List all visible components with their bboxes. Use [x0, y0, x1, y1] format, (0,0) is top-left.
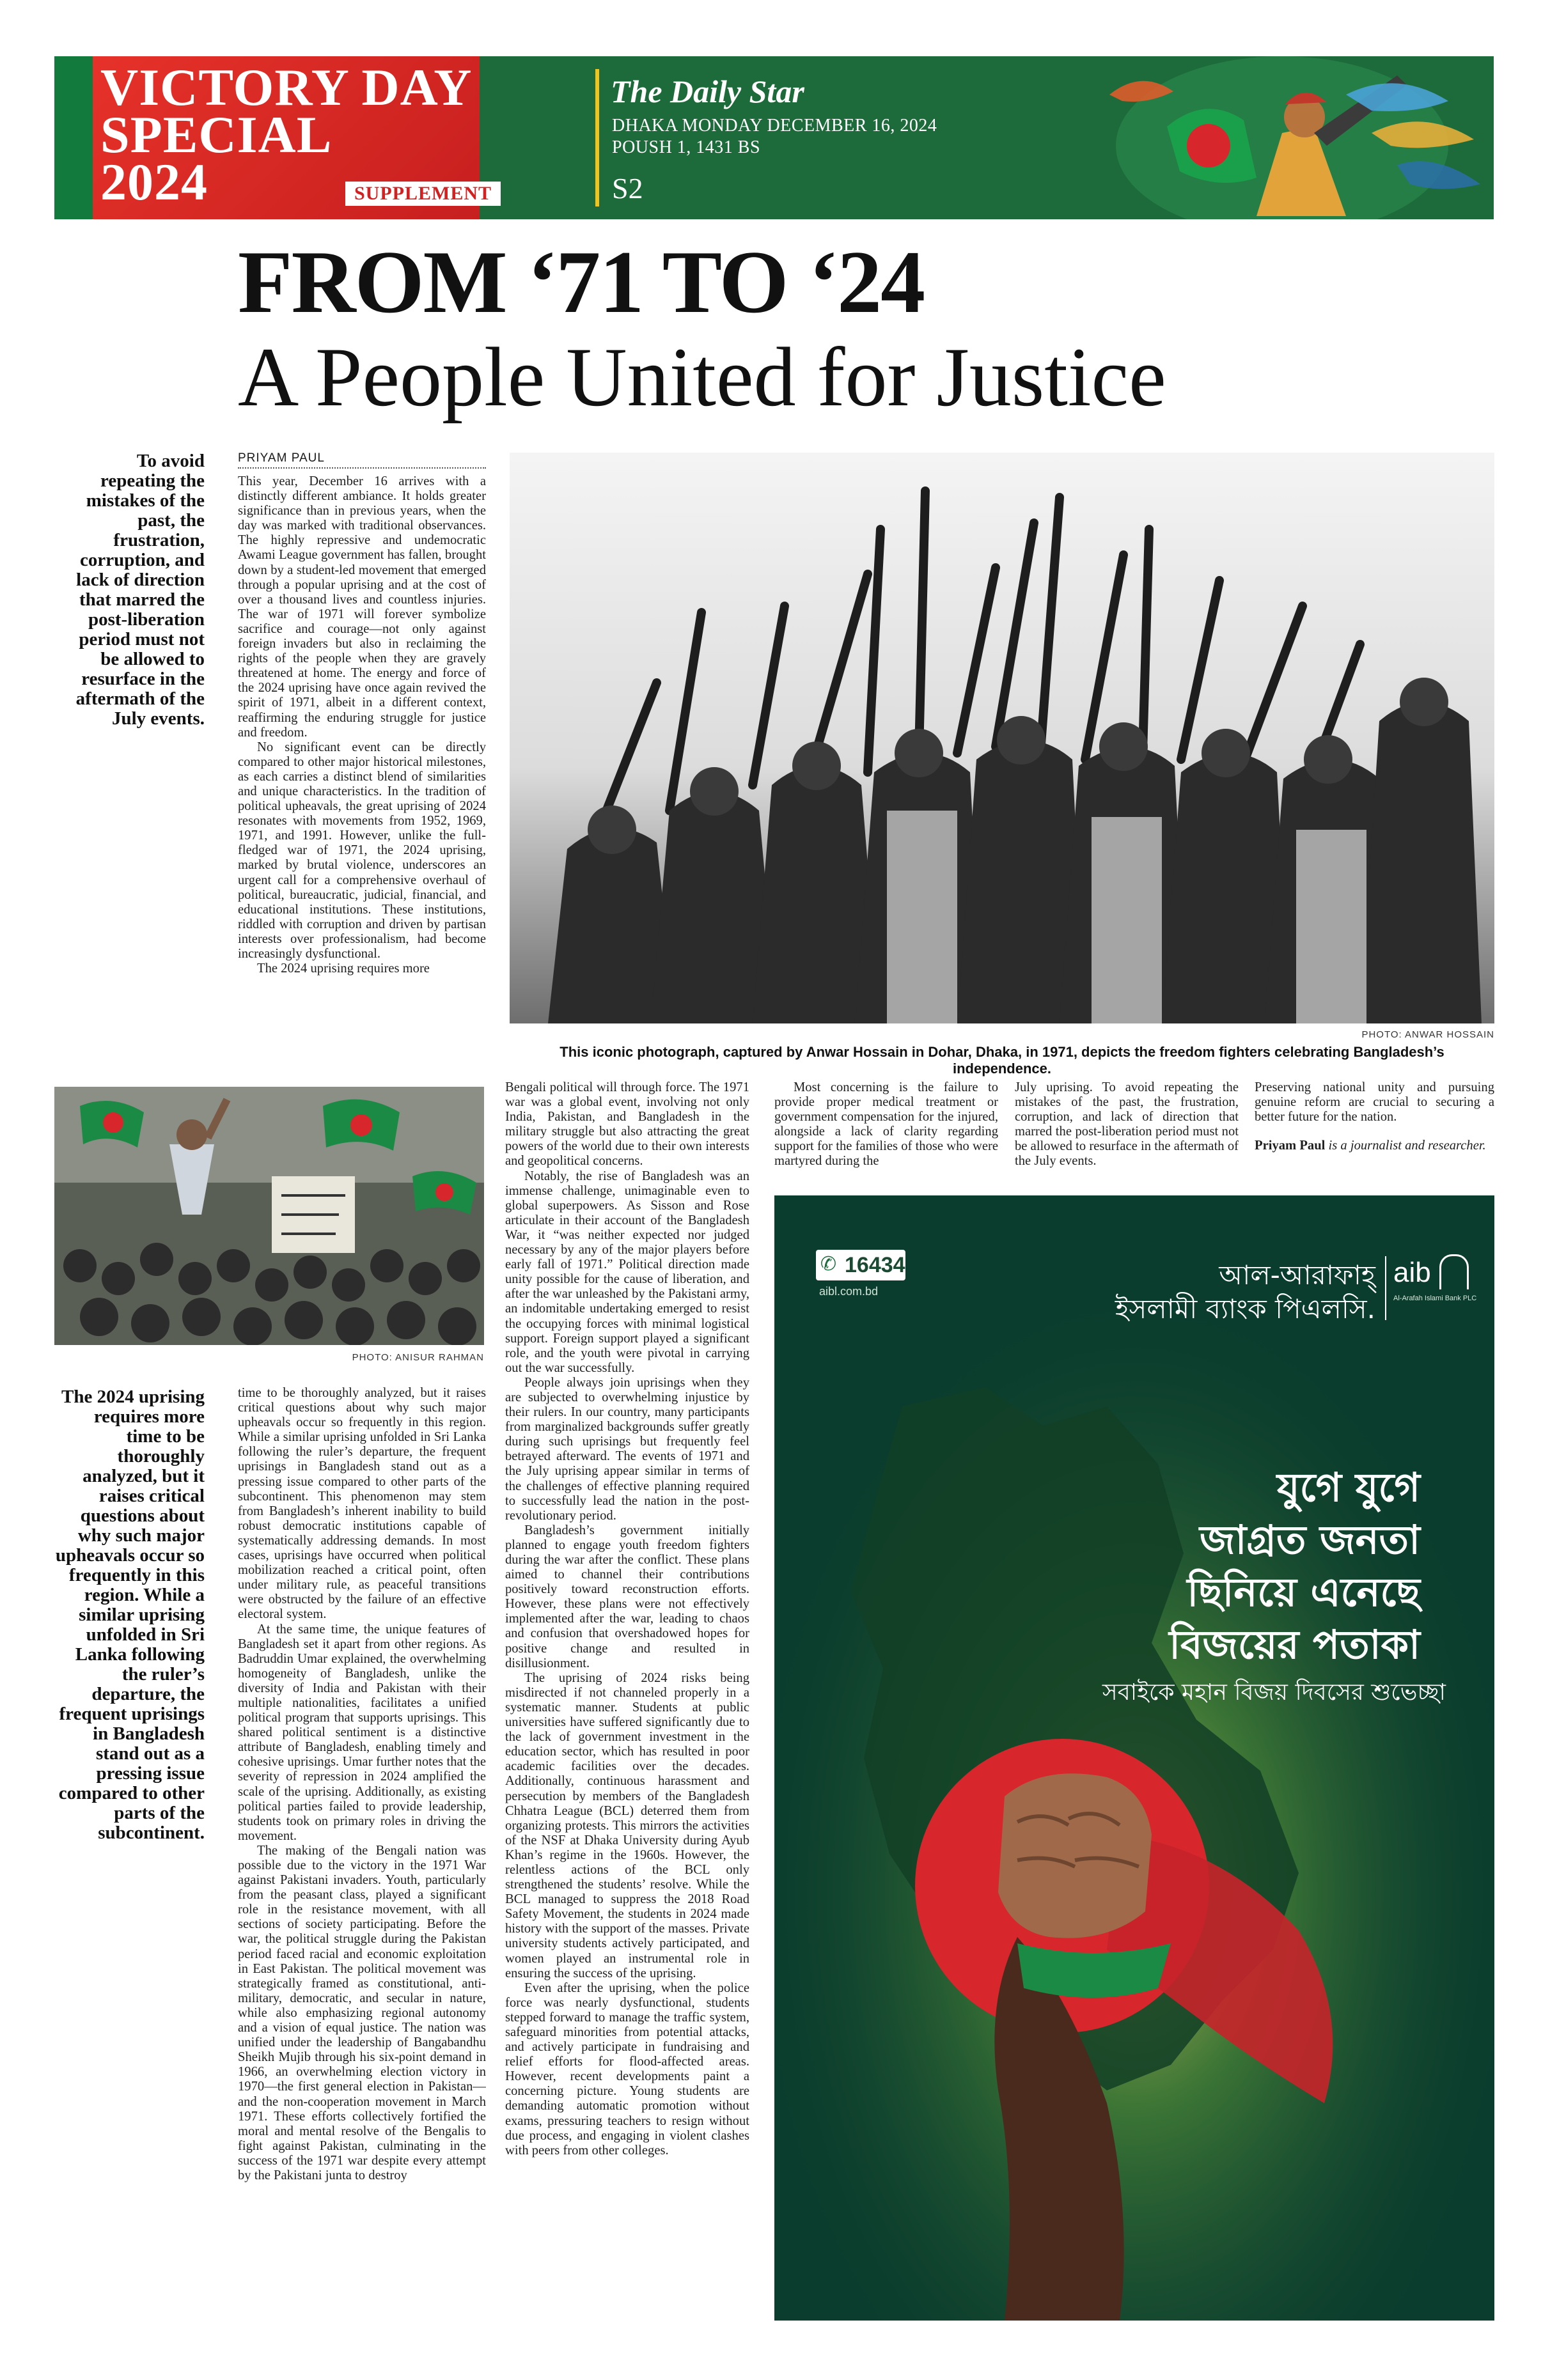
paragraph: Preserving national unity and pursuing genuine reform are crucial to securing a better future for the nation.	[1255, 1080, 1494, 1124]
author-bio: is a journalist and researcher.	[1325, 1139, 1486, 1153]
byline: PRIYAM PAUL	[238, 451, 486, 469]
article-column-3	[505, 1080, 749, 2338]
slogan-line-3: ছিনিয়ে এনেছে	[1187, 1569, 1420, 1615]
bank-name-bengali-line-2: ইসলামী ব্যাংক পিএলসি.	[1115, 1293, 1375, 1325]
banner-divider	[595, 69, 599, 206]
bank-advertisement	[774, 1195, 1494, 2321]
paragraph: time to be thoroughly analyzed, but it raises critical questions about why such major upheavals occur so frequently in this region. While a similar uprising unfolded in Sri Lanka following the ruler’s departure, the frequent uprisings in Bangladesh stand out as a pressing issue compared to other parts of the subcontinent. This phenomenon may stem from Bangladesh’s inherent inability to build robust democratic institutions capable of systematically addressing demands. In most cases, uprisings have occurred when political mobilization reached a critical point, often under military rule, as peaceful transitions were obstructed by the failure of an effective electoral system.	[238, 1386, 486, 1622]
page-number: S2	[612, 172, 643, 205]
article-column-6	[1255, 1080, 1494, 1192]
pull-quote-1: To avoid repeating the mistakes of the past, the frustration, corruption, and lack of direction that marred the post-liberation period must not be allowed to resurface in the aftermath of the July events.	[75, 451, 205, 729]
dateline: DHAKA MONDAY DECEMBER 16, 2024	[612, 116, 937, 136]
article-column-1	[238, 474, 486, 1066]
article-column-5	[1015, 1080, 1239, 1189]
logo-divider	[1385, 1256, 1386, 1320]
freedom-fighters-photo	[510, 453, 1494, 1023]
victory-day-line-1: VICTORY DAY	[100, 58, 473, 116]
author-name: Priyam Paul	[1255, 1139, 1326, 1153]
paragraph: This year, December 16 arrives with a distinctly different ambiance. It holds greater significance than in previous years, when the day was marked with traditional observances. The highly repressive and undemocratic Awami League government has fallen, brought down by a student-led movement that emerged through a popular uprising and at the cost of over a thousand lives and countless injuries. The war of 1971 will forever symbolize sacrifice and courage—not only against foreign invaders but also in reclaiming the rights of the people when they are gravely threatened at home. The energy and force of the 2024 uprising have once again revived the spirit of 1971, albeit in a different context, reaffirming the enduring struggle for justice and freedom.	[238, 474, 486, 740]
bank-name-bengali-line-1: আল-আরাফাহ্	[1219, 1259, 1375, 1291]
article-column-4	[774, 1080, 998, 1189]
pull-quote-2: The 2024 uprising requires more time to be thoroughly analyzed, but it raises critical questions about why such major upheavals occur so frequently in this region. While a similar uprising unfolded in Sri Lanka following the ruler’s departure, the frequent uprisings in Bangladesh stand out as a pressing issue compared to other parts of the subcontinent.	[55, 1387, 205, 1843]
photo-credit-rally: PHOTO: ANISUR RAHMAN	[352, 1352, 484, 1363]
aib-logo: aib	[1393, 1257, 1431, 1288]
banner-green-strip	[54, 56, 93, 219]
paragraph: Most concerning is the failure to provide proper medical treatment or government compensation for the injured, alongside a lack of clarity regarding support for the families of those who were martyred during the	[774, 1080, 998, 1169]
paragraph: People always join uprisings when they are subjected to overwhelming injustice by their rulers. In our country, many participants from marginalized backgrounds suffer greatly during such uprisings but frequently feel betrayed afterward. The events of 1971 and the July uprising appear similar in terms of the challenges of effective planning required to successfully lead the nation in the post-revolutionary period.	[505, 1375, 749, 1523]
hotline-number: 16434	[845, 1253, 905, 1277]
mosque-dome-icon	[1439, 1254, 1469, 1289]
paragraph: No significant event can be directly compared to other major historical milestones, as each carries a distinct blend of similarities and unique characteristics. In the tradition of political upheavals, the great uprising of 2024 resonates with movements from 1952, 1969, 1971, and 1991. However, unlike the full-fledged war of 1971, the 2024 uprising, marked by brutal violence, underscores an urgent call for a comprehensive overhaul of political, bureaucratic, judicial, financial, and educational institutions. These institutions, riddled with corruption and driven by partisan interests over professionalism, had become increasingly dysfunctional.	[238, 740, 486, 961]
victory-day-line-2: SPECIAL	[100, 105, 333, 164]
phone-icon: ✆	[820, 1253, 837, 1275]
slogan-line-2: জাগ্রত জনতা	[1200, 1516, 1420, 1563]
supplement-banner	[54, 56, 1494, 219]
photo-credit-main: PHOTO: ANWAR HOSSAIN	[1361, 1029, 1494, 1040]
paragraph: Notably, the rise of Bangladesh was an immense challenge, unimaginable even to global superpowers. As Sisson and Rose articulate in their account of the Bangladesh War, it “was neither expected nor judged necessary by any of the major players before early fall of 1971.” Political direction made unity possible for the cause of liberation, and after the war unleashed by the Pakistani army, an indomitable undertaking emerged to resist the occupying forces with minimal logistical support. Foreign support played a significant role, and the youth were pivotal in carrying out the war successfully.	[505, 1169, 749, 1375]
ad-website: aibl.com.bd	[819, 1285, 879, 1298]
author-note	[1255, 1139, 1494, 1153]
paragraph: The 2024 uprising requires more	[257, 961, 430, 976]
supplement-tag: SUPPLEMENT	[345, 182, 501, 206]
rally-photo	[54, 1087, 484, 1345]
victory-day-greeting: সবাইকে মহান বিজয় দিবসের শুভেচ্ছা	[1102, 1679, 1446, 1706]
banner-illustration	[1014, 56, 1494, 219]
bengali-dateline: POUSH 1, 1431 BS	[612, 137, 761, 157]
paragraph: Bangladesh’s government initially planned to engage youth freedom fighters during the war after the conflict. These plans aimed to channel their contributions positively toward reconstruction efforts. However, these plans were not effectively implemented after the war, leading to chaos and confusion that overshadowed hopes for positive change and resulted in disillusionment.	[505, 1523, 749, 1670]
article-column-2	[238, 1386, 486, 2338]
main-headline: A People United for Justice	[238, 330, 1166, 424]
slogan-line-4: বিজয়ের পতাকা	[1169, 1621, 1420, 1668]
victory-day-line-3: 2024	[100, 153, 208, 211]
paragraph: Bengali political will through force. The 1971 war was a global event, involving not only India, Pakistan, and Bangladesh in the military struggle but also attracting the great powers of the world due to their own interests and geopolitical concerns.	[505, 1080, 749, 1169]
slogan-line-1: যুগে যুগে	[1276, 1464, 1420, 1511]
paragraph: July uprising. To avoid repeating the mistakes of the past, the frustration, corruption, and lack of direction that marred the post-liberation period must not be allowed to resurface in the aftermath of the July events.	[1015, 1080, 1239, 1169]
kicker-headline: FROM ‘71 TO ‘24	[238, 233, 925, 332]
paragraph: At the same time, the unique features of Bangladesh set it apart from other regions. As Badruddin Umar explained, the overwhelming homogeneity of Bangladesh, unlike the diversity of India and Pakistan with their multiple nationalities, facilitates a unified political program that supports uprisings. This shared political sentiment is a distinctive attribute of Bangladesh, enabling timely and cohesive uprisings. Umar further notes that the severity of repression in 2024 amplified the scale of the uprising. Additionally, as existing political parties failed to provide leadership, students took on primary roles in driving the movement.	[238, 1622, 486, 1843]
photo-caption-main: This iconic photograph, captured by Anwar Hossain in Dohar, Dhaka, in 1971, depicts the freedom fighters celebrating Bangladesh’s independence.	[560, 1044, 1444, 1077]
paragraph: Even after the uprising, when the police force was nearly dysfunctional, students stepped forward to manage the traffic system, safeguard minorities from potential attacks, and actively participate in fundraising and relief efforts for flood-affected areas. However, recent developments paint a concerning picture. Young students are demanding automatic promotion without exams, pressuring teachers to resign without due process, and engaging in violent clashes with peers from other colleges.	[505, 1980, 749, 2158]
masthead-logo: The Daily Star	[611, 74, 804, 109]
aib-logo-subtitle: Al-Arafah Islami Bank PLC	[1393, 1295, 1477, 1302]
paragraph: The making of the Bengali nation was possible due to the victory in the 1971 War against Pakistani invaders. Youth, particularly from the peasant class, played a significant role in the resistance movement, with all sections of society participating. Before the war, the political struggle during the Pakistan period faced racial and economic exploitation in East Pakistan. The political movement was strategically framed as constitutional, anti-military, democratic, and secular in nature, while also emphasizing regional autonomy and a vision of equal justice. The nation was unified under the leadership of Bangabandhu Sheikh Mujib through his six-point demand in 1966, an overwhelming election victory in 1970—the first general election in Pakistan—and the non-cooperation movement in March 1971. These efforts collectively fortified the moral and mental resolve of the Bengalis to fight against Pakistan, culminating in the success of the 1971 war despite every attempt by the Pakistani junta to destroy	[238, 1843, 486, 2182]
paragraph: The uprising of 2024 risks being misdirected if not channeled properly in a systematic manner. Students at public universities have suffered significantly due to the lack of government investment in the education sector, which has resulted in poor academic facilities over the decades. Additionally, continuous harassment and persecution by members of the Bangladesh Chhatra League (BCL) deterred them from organizing protests. This mirrors the activities of the NSF at Dhaka University during Ayub Khan’s regime in the 1960s. However, the relentless actions of the BCL only strengthened the students’ resolve. While the BCL managed to suppress the 2018 Road Safety Movement, the students in 2024 made history with the support of the masses. Private university students actively participated, and women played an instrumental role in ensuring the success of the uprising.	[505, 1670, 749, 1980]
